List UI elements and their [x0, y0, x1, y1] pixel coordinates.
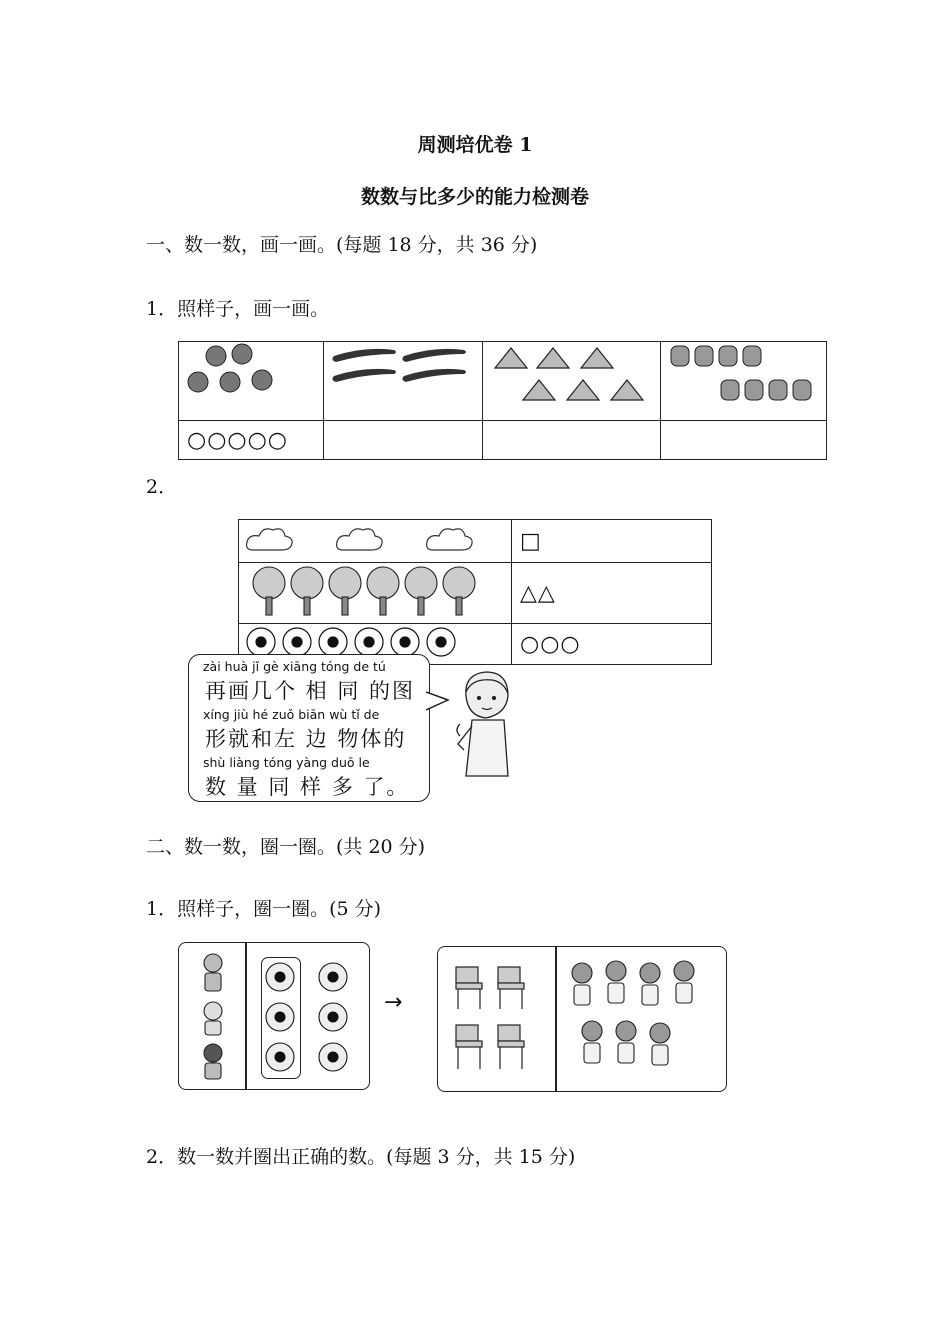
answer-cell-cucumbers[interactable]: [324, 421, 483, 460]
page-subtitle: 数数与比多少的能力检测卷: [360, 186, 589, 208]
cell-tomatoes: [179, 342, 324, 421]
cell-cucumbers: [324, 342, 483, 421]
speech-pinyin-1: zài huà jǐ gè xiāng tóng de tú: [203, 659, 386, 674]
example-divider: [245, 943, 247, 1089]
section2-q2-label: 2．数一数并圈出正确的数。(每题 3 分，共 15 分): [146, 1146, 576, 1168]
tomatoes-picture: [179, 342, 323, 416]
cell-watermelons: [483, 342, 661, 421]
section1-q1-label: 1．照样子，画一画。: [146, 298, 330, 320]
speech-text-3: 数 量 同 样 多 了。: [205, 775, 410, 799]
watermelon-slices-picture: [483, 342, 660, 416]
page-title: 周测培优卷 1: [417, 134, 533, 156]
speech-text-2: 形就和左 边 物体的: [205, 727, 407, 751]
children-picture: [193, 949, 237, 1083]
exercise-divider: [555, 947, 557, 1091]
row1-symbols: □: [512, 520, 712, 563]
section1-q2-label: 2．: [146, 476, 178, 498]
trees-picture: [239, 563, 511, 619]
chairs-picture: [450, 961, 546, 1081]
speech-bubble: [188, 654, 430, 802]
cell-clouds: [239, 520, 512, 563]
example-balls-picture: [259, 957, 359, 1081]
boy-picture: [452, 666, 522, 790]
answer-cell-watermelons[interactable]: [483, 421, 661, 460]
example-box: [178, 942, 370, 1090]
answer-cell-peppers[interactable]: [661, 421, 827, 460]
peppers-picture: [661, 342, 826, 416]
speech-bubble-tail: [426, 690, 450, 714]
example-circles: ○○○○○: [179, 421, 324, 460]
clouds-picture: [239, 520, 511, 558]
drawing-table-2: [238, 519, 712, 665]
drawing-table-1: [178, 341, 827, 460]
section1-heading: 一、数一数，画一画。(每题 18 分，共 36 分): [146, 234, 538, 256]
speech-pinyin-2: xíng jiù hé zuǒ biān wù tǐ de: [203, 707, 380, 722]
arrow-right: →: [384, 990, 403, 1015]
speech-pinyin-3: shù liàng tóng yàng duō le: [203, 755, 370, 770]
section2-heading: 二、数一数，圈一圈。(共 20 分): [146, 836, 426, 858]
cell-peppers: [661, 342, 827, 421]
kids-picture: [564, 957, 720, 1083]
row2-symbols: △△: [512, 563, 712, 624]
row3-symbols: ○○○: [512, 624, 712, 665]
exercise-box: [437, 946, 727, 1092]
cell-trees: [239, 563, 512, 624]
cucumbers-picture: [324, 342, 482, 416]
speech-text-1: 再画几个 相 同 的图: [205, 679, 416, 703]
section2-q1-label: 1．照样子，圈一圈。(5 分): [146, 898, 382, 920]
